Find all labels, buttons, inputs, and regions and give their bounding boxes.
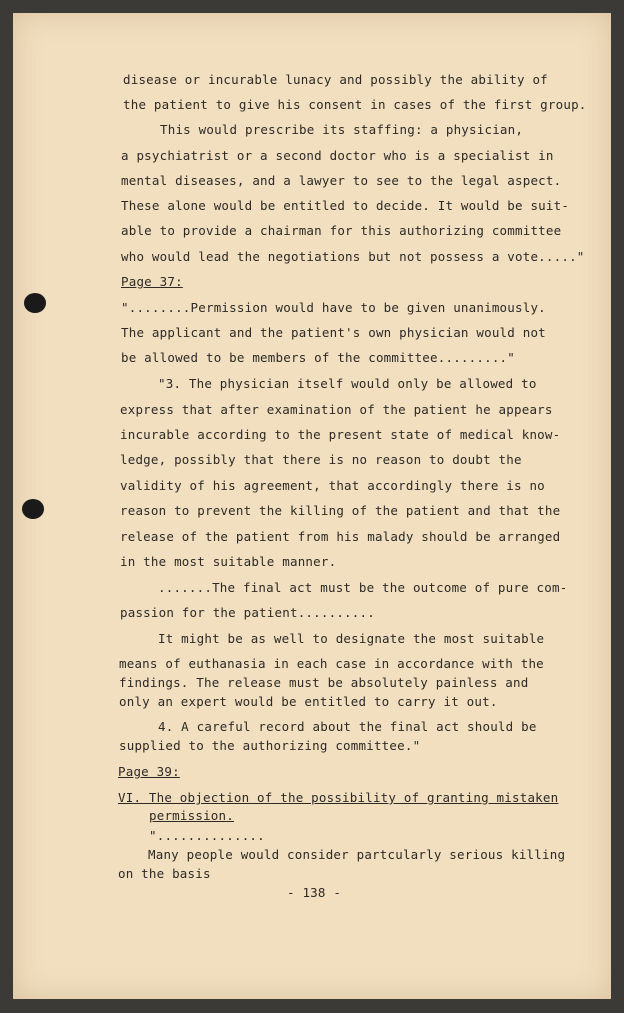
section-heading: VI. The objection of the possibility of granting mistaken [118,790,559,805]
text-line: only an expert would be entitled to carry it out. [119,694,498,709]
text-line: Many people would consider partcularly serious killing [148,847,566,862]
text-line: be allowed to be members of the committee........." [121,350,516,365]
text-line: means of euthanasia in each case in accordance with the [119,656,544,671]
text-line: validity of his agreement, that accordingly there is no [120,478,545,493]
text-line: .......The final act must be the outcome of pure com- [158,580,568,595]
text-line: on the basis [118,866,211,881]
text-line: in the most suitable manner. [120,554,337,569]
text-line: supplied to the authorizing committee." [119,738,421,753]
text-line: 4. A careful record about the final act should be [158,719,537,734]
text-line: express that after examination of the patient he appears [120,402,553,417]
page-number: - 138 - [287,885,342,900]
text-line: This would prescribe its staffing: a physician, [160,122,524,137]
text-line: ".............. [149,828,265,843]
text-line: findings. The release must be absolutely painless and [119,675,529,690]
text-line: disease or incurable lunacy and possibly the ability of [123,72,548,87]
text-line: a psychiatrist or a second doctor who is a specialist in [121,148,554,163]
text-line: who would lead the negotiations but not possess a vote....." [121,249,585,264]
text-line: able to provide a chairman for this authorizing committee [121,223,562,238]
binder-hole [24,293,46,313]
text-line: reason to prevent the killing of the patient and that the [120,503,561,518]
text-line: release of the patient from his malady should be arranged [120,529,561,544]
text-line: incurable according to the present state of medical know- [120,427,561,442]
text-line: The applicant and the patient's own physician would not [121,325,546,340]
text-line: "3. The physician itself would only be allowed to [158,376,537,391]
text-line: It might be as well to designate the most suitable [158,631,545,646]
page-reference-heading: Page 37: [121,274,183,289]
text-line: These alone would be entitled to decide. It would be suit- [121,198,570,213]
binder-hole [22,499,44,519]
text-line: passion for the patient.......... [120,605,375,620]
text-line: the patient to give his consent in cases of the first group. [123,97,587,112]
section-heading: permission. [149,808,234,823]
text-line: mental diseases, and a lawyer to see to the legal aspect. [121,173,562,188]
page-reference-heading: Page 39: [118,764,180,779]
document-page [13,13,611,999]
text-line: ledge, possibly that there is no reason to doubt the [120,452,522,467]
text-line: "........Permission would have to be given unanimously. [121,300,546,315]
